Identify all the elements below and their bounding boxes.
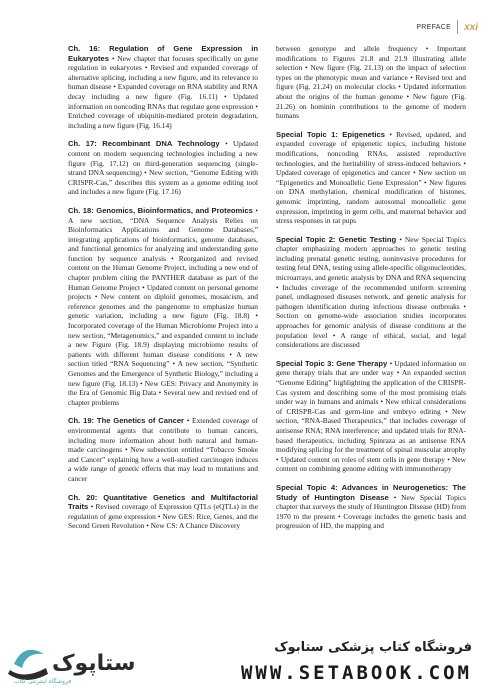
section-heading: Special Topic 2: Genetic Testing bbox=[276, 234, 400, 244]
store-url[interactable]: WWW.SETABOOK.COM bbox=[240, 662, 472, 684]
section-ch16 bbox=[68, 44, 258, 130]
section-heading: Ch. 19: The Genetics of Cancer bbox=[68, 416, 187, 426]
section-body: • New chapter that focuses specifically on gene regulation in eukaryotes • Revised and expanded coverage of alternative splicing, including a new figure, and its relevance to human disease • Expanded coverage on RNA stability and RNA decay including a new figure (Fig. 16.11) • Updated information on noncoding RNAs that regulate gene expression • Enriched coverage of ubiquitin-mediated protein degradation, including a new figure (Fig. 16.14) bbox=[68, 53, 258, 130]
page-header bbox=[416, 20, 478, 34]
section-ch17 bbox=[68, 139, 258, 197]
section-special-topic-3 bbox=[276, 359, 466, 474]
section-heading: Special Topic 4: Advances in Neurogenetics: The Study of Huntington Disease bbox=[276, 482, 466, 502]
section-heading: Ch. 20: Quantitative Genetics and Multifactorial Traits bbox=[68, 492, 258, 512]
section-body: • Updated information on gene therapy trials that are under way • An expanded section “Genome Editing” highlighting the application of the CRISPR-Cas system and describing some of the most promising trials under way in humans and animals • New ethical considerations of CRISPR-Cas and germ-line and embryo editing • New section, “RNA-Based Therapeutics,” that includes coverage of antisense RNA; RNA interference; and updated trials for RNA-based therapeutics, including Spinraza as an antisense RNA modifying splicing for the treatment of spinal muscular atrophy • Updated content on roles of stem cells in gene therapy • New content on combining genome editing with immunotherapy bbox=[276, 358, 466, 474]
running-head: PREFACE bbox=[416, 23, 452, 31]
section-heading: Special Topic 3: Gene Therapy bbox=[276, 358, 390, 368]
section-special-topic-4 bbox=[276, 483, 466, 531]
section-heading: Ch. 16: Regulation of Gene Expression in Eukaryotes bbox=[68, 44, 258, 63]
section-body: between genotype and allele frequency • Important modifications to Figures 21.8 and 21.9 illustrating allele selection • New figure (Fig. 21.13) on the impact of selection types on the phenotypic mean and variance • Revised text and figure (Fig. 21.24) on molecular clocks • Updated information about the origins of the human genome • New figure (Fig. 21.26) on hominin contributions to the genome of modern humans bbox=[276, 44, 466, 121]
left-column bbox=[68, 44, 258, 540]
watermark-footer bbox=[0, 632, 500, 700]
section-body: • Updated content on modern sequencing technologies including a new figure (Fig. 17.12) on third-generation sequencing (single-strand DNA sequencing) • New section, “Genome Editing with CRISPR-Cas,” describes this system as a genome editing tool and includes a new figure (Fig. 17.16) bbox=[68, 139, 258, 197]
page-number: xxi bbox=[464, 21, 478, 33]
store-name: فروشگاه کتاب پزشکی ستابوک bbox=[274, 640, 472, 655]
section-heading: Ch. 18: Genomics, Bioinformatics, and Proteomics bbox=[68, 205, 256, 215]
header-divider bbox=[457, 20, 458, 34]
logo-subtitle: فروشگاه اینترنتی کتاب bbox=[14, 678, 72, 685]
section-body: • Revised, updated, and expanded coverage of epigenetic topics, including histone modifications, noncoding RNAs, assisted reproductive technologies, and the heritability of stress-induced behaviors • Updated coverage of epigenetics and cancer • New section on “Epigenetics and Monoallelic Gene Expression” • New figures on DNA methylation, chemical modification of histones, genomic imprinting, random autosomal monoallelic gene expression, imprinting in germ cells, and maternal behavior and stress responses in rat pups bbox=[276, 129, 467, 226]
section-heading: Special Topic 1: Epigenetics bbox=[276, 129, 390, 139]
section-ch20 bbox=[68, 493, 258, 531]
section-ch21-continued bbox=[276, 44, 466, 121]
section-special-topic-2 bbox=[276, 235, 466, 350]
section-body: • New Special Topics chapter that surveys the study of Huntington Disease (HD) from 1970 to the present • Coverage includes the genetic basis and progression of HD, the mapping and bbox=[276, 492, 466, 531]
section-body: • Revised coverage of Expression QTLs (eQTLs) in the regulation of gene expression • New GES: Rice, Genes, and the Second Green Revolution • New CS: A Chance Discovery bbox=[68, 502, 259, 531]
section-body: • New Special Topics chapter emphasizing modern approaches to genetic testing including prenatal genetic testing, noninvasive procedures for testing fetal DNA, testing using allele-specific oligonucleotides, microarrays, and genetic analysis by DNA and RNA sequencing • Includes coverage of the recommended uniform screening panel, undiagnosed diseases network, and genetic analysis for pathogen identification during infectious disease outbreaks • Section on genome-wide association studies incorporates approaches for genomic analysis of disease conditions at the population level • A range of ethical, social, and legal considerations are discussed bbox=[276, 234, 466, 350]
section-body: • Extended coverage of environmental agents that contribute to human cancers, including more information about both natural and human-made carcinogens • New subsection entitled “Tobacco Smoke and Cancer” explaining how a well-studied carcinogen induces a wide range of genetic effects that may lead to mutations and cancer bbox=[68, 416, 258, 483]
section-special-topic-1 bbox=[276, 130, 466, 226]
section-heading: Ch. 17: Recombinant DNA Technology bbox=[68, 139, 226, 149]
right-column bbox=[276, 44, 466, 540]
section-ch19 bbox=[68, 416, 258, 483]
section-body: • A new section, “DNA Sequence Analysis Relies on Bioinformatics Applications and Genome Databases,” integrating applications of bioinformatics, genome databases, and functional genomics for analyzing and understanding gene function by sequence analysis • Reorganized and revised content on the Human Genome Project, including a new end of chapter problem citing the PANTHER database as part of the Human Genome Project • Updated content on personal genome projects • New content on diploid genomes, mosaicism, and reference genomes and the pangenome to emphasize human genetic variation, including a new figure (Fig. 18.8) • Incorporated coverage of the Human Microbiome Project into a new section, “Metagenomics,” and expanded content to include a new Figure (Fig. 18.9) displaying microbiome results of patients with different human disease conditions • A new section titled “RNA Sequencing” • A new section, “Synthetic Genomes and the Emergence of Synthetic Biology,” including a new figure (Fig. 18.13) • New GES: Privacy and Anonymity in the Era of Genomic Big Data • Several new and revised end of chapter problems bbox=[68, 205, 258, 407]
section-ch18 bbox=[68, 206, 258, 407]
logo-text: ستاپوک bbox=[52, 651, 136, 676]
